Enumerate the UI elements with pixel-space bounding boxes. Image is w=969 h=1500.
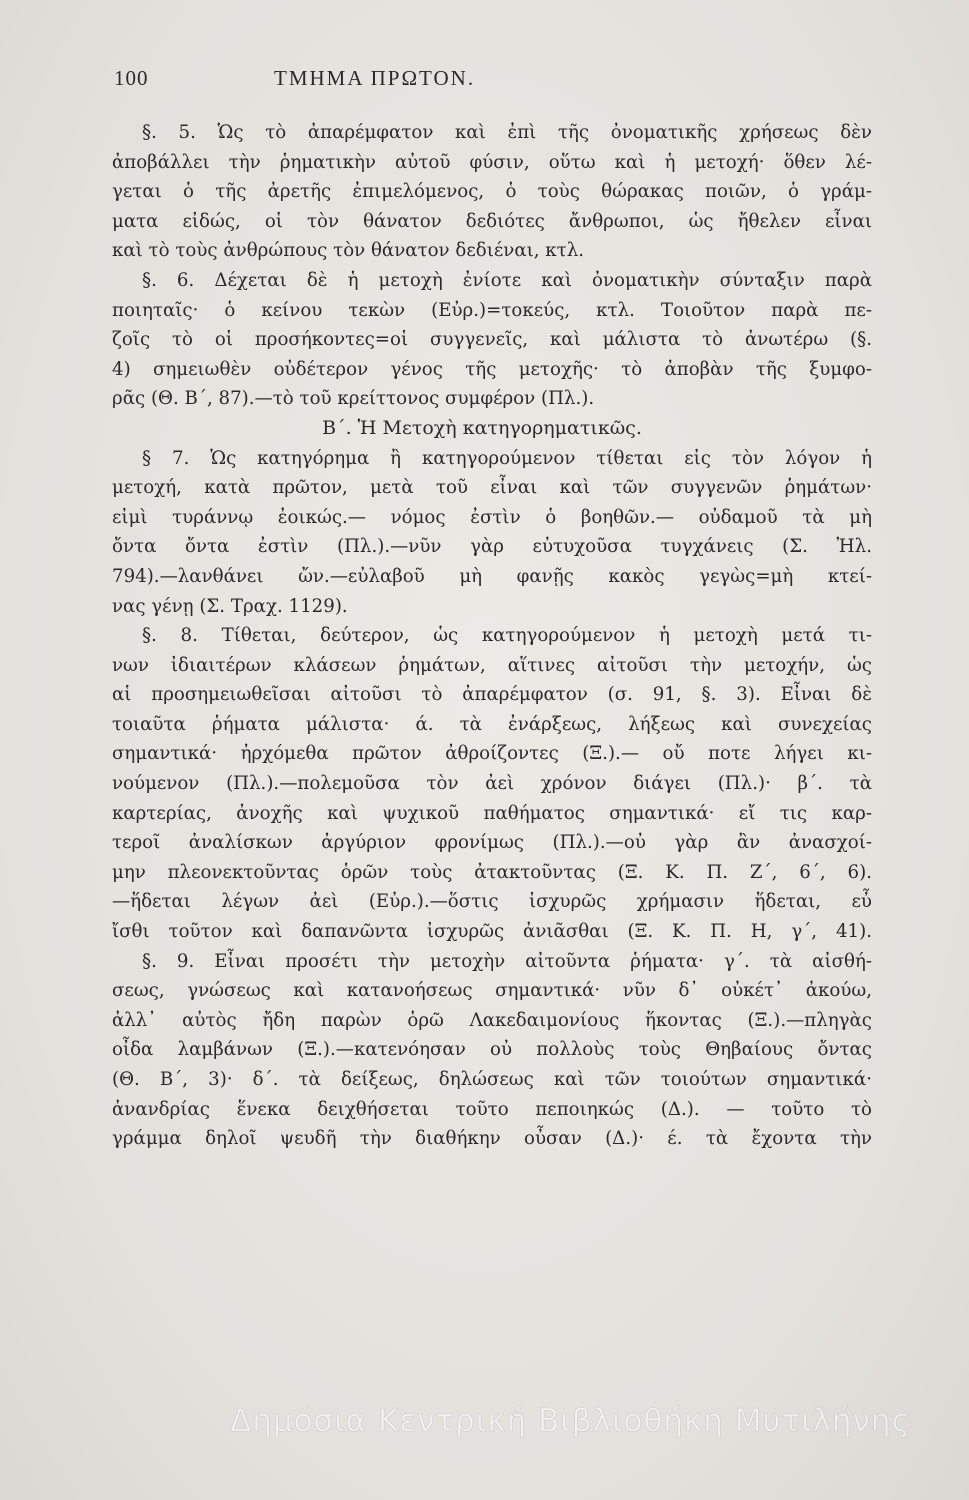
text-line: γράμμα δηλοῖ ψευδῆ τὴν διαθήκην οὖσαν (Δ.)· έ. τὰ ἔχοντα τὴν — [112, 1128, 872, 1150]
text-line: αἱ προσημειωθεῖσαι αἰτοῦσι τὸ ἀπαρέμφατον (σ. 91, §. 3). Εἶναι δὲ — [112, 684, 872, 706]
running-title: ΤΜΗΜΑ ΠΡΩΤΟΝ. — [274, 66, 476, 90]
text-line: τοιαῦτα ῥήματα μάλιστα· ά. τὰ ἐνάρξεως, λήξεως καὶ συνεχείας — [112, 713, 872, 735]
running-head — [114, 66, 874, 106]
text-line: εἰμὶ τυράννῳ ἐοικώς.— νόμος ἐστὶν ὁ βοηθῶν.— οὐδαμοῦ τὰ μὴ — [112, 506, 872, 528]
page-number: 100 — [114, 66, 149, 90]
text-line: —ἥδεται λέγων ἀεὶ (Εὐρ.).—ὅστις ἰσχυρῶς χρήμασιν ἥδεται, εὖ — [112, 891, 872, 913]
text-line: καρτερίας, ἀνοχῆς καὶ ψυχικοῦ παθήματος σημαντικά· εἴ τις καρ- — [112, 802, 872, 824]
text-line: μην πλεονεκτοῦντας ὁρῶν τοὺς ἀτακτοῦντας (Ξ. Κ. Π. Ζ΄, 6΄, 6). — [112, 861, 872, 883]
text-line: (Θ. Β΄, 3)· δ΄. τὰ δείξεως, δηλώσεως καὶ τῶν τοιούτων σημαντικά· — [112, 1069, 872, 1090]
text-line: νων ἰδιαιτέρων κλάσεων ῥημάτων, αἵτινες αἰτοῦσι τὴν μετοχήν, ὡς — [112, 654, 872, 676]
text-line: καὶ τὸ τοὺς ἀνθρώπους τὸν θάνατον δεδιέναι, κτλ. — [112, 240, 585, 262]
text-line: §. 5. Ὡς τὸ ἀπαρέμφατον καὶ ἐπὶ τῆς ὀνοματικῆς χρήσεως δὲν — [142, 122, 872, 143]
section-heading: Β΄. Ἡ Μετοχὴ κατηγορηματικῶς. — [322, 416, 642, 439]
text-line: §. 9. Εἶναι προσέτι τὴν μετοχὴν αἰτοῦντα ῥήματα· γ΄. τὰ αἰσθή- — [142, 950, 872, 972]
text-line: ἴσθι τοῦτον καὶ δαπανῶντα ἰσχυρῶς ἀνιᾶσθαι (Ξ. Κ. Π. Η, γ΄, 41). — [112, 921, 872, 943]
text-line: ρᾶς (Θ. Β΄, 87).—τὸ τοῦ κρείττονος συμφέρον (Πλ.). — [112, 388, 595, 410]
text-line: νας γένῃ (Σ. Τραχ. 1129). — [112, 595, 348, 617]
text-line: μετοχή, κατὰ πρῶτον, μετὰ τοῦ εἶναι καὶ τῶν συγγενῶν ῥημάτων· — [112, 477, 872, 499]
text-line: 794).—λανθάνει ὤν.—εὐλαβοῦ μὴ φανῇς κακὸς γεγὼς=μὴ κτεί- — [112, 565, 872, 587]
text-line: ὄντα ὄντα ἐστὶν (Πλ.).—νῦν γὰρ εὐτυχοῦσα τυγχάνεις (Σ. Ἠλ. — [112, 536, 872, 558]
text-line: τεροῖ ἀναλίσκων ἀργύριον φρονίμως (Πλ.).—οὐ γὰρ ἂν ἀνασχοί- — [112, 832, 872, 854]
text-line: §. 6. Δέχεται δὲ ἡ μετοχὴ ἐνίοτε καὶ ὀνοματικὴν σύνταξιν παρὰ — [142, 269, 872, 291]
text-line: ποιηταῖς· ὁ κείνου τεκὼν (Εὐρ.)=τοκεύς, κτλ. Τοιοῦτον παρὰ πε- — [112, 299, 872, 321]
text-line: σημαντικά· ἠρχόμεθα πρῶτον ἀθροίζοντες (Ξ.).— οὔ ποτε λήγει κι- — [112, 743, 872, 765]
text-line: §. 8. Τίθεται, δεύτερον, ὡς κατηγορούμενον ἡ μετοχὴ μετά τι- — [142, 625, 872, 647]
body-text — [112, 118, 872, 1154]
text-line: 4) σημειωθὲν οὐδέτερον γένος τῆς μετοχῆς· τὸ ἀποβὰν τῆς ξυμφο- — [112, 358, 872, 380]
text-line: οἶδα λαμβάνων (Ξ.).—κατενόησαν οὐ πολλοὺς τοὺς Θηβαίους ὄντας — [112, 1039, 872, 1061]
text-line: γεται ὁ τῆς ἀρετῆς ἐπιμελόμενος, ὁ τοὺς θώρακας ποιῶν, ὁ γράμ- — [112, 181, 872, 203]
text-line: § 7. Ὡς κατηγόρημα ἢ κατηγορούμενον τίθεται εἰς τὸν λόγον ἡ — [142, 447, 872, 469]
text-line: σεως, γνώσεως καὶ κατανοήσεως σημαντικά· νῦν δ᾽ οὐκέτ᾽ ἀκούω, — [112, 980, 872, 1002]
text-line: ζοῖς τὸ οἱ προσήκοντες=οἱ συγγενεῖς, καὶ μάλιστα τὸ ἀνωτέρω (§. — [112, 329, 872, 351]
text-line: ματα εἰδώς, οἱ τὸν θάνατον δεδιότες ἄνθρωποι, ὡς ἤθελεν εἶναι — [112, 210, 872, 232]
text-line: ἀλλ᾽ αὐτὸς ἤδη παρὼν ὁρῶ Λακεδαιμονίους ἥκοντας (Ξ.).—πληγὰς — [112, 1009, 872, 1031]
text-line: ἀποβάλλει τὴν ῥηματικὴν αὐτοῦ φύσιν, οὕτω καὶ ἡ μετοχή· ὅθεν λέ- — [112, 151, 872, 173]
library-watermark: Δημόσια Κεντρική Βιβλιοθήκη Μυτιλήνης — [230, 1403, 911, 1439]
text-line: ἀνανδρίας ἕνεκα δειχθήσεται τοῦτο πεποιηκώς (Δ.). — τοῦτο τὸ — [112, 1098, 872, 1120]
text-line: νούμενον (Πλ.).—πολεμοῦσα τὸν ἀεὶ χρόνον διάγει (Πλ.)· β΄. τὰ — [112, 773, 872, 795]
